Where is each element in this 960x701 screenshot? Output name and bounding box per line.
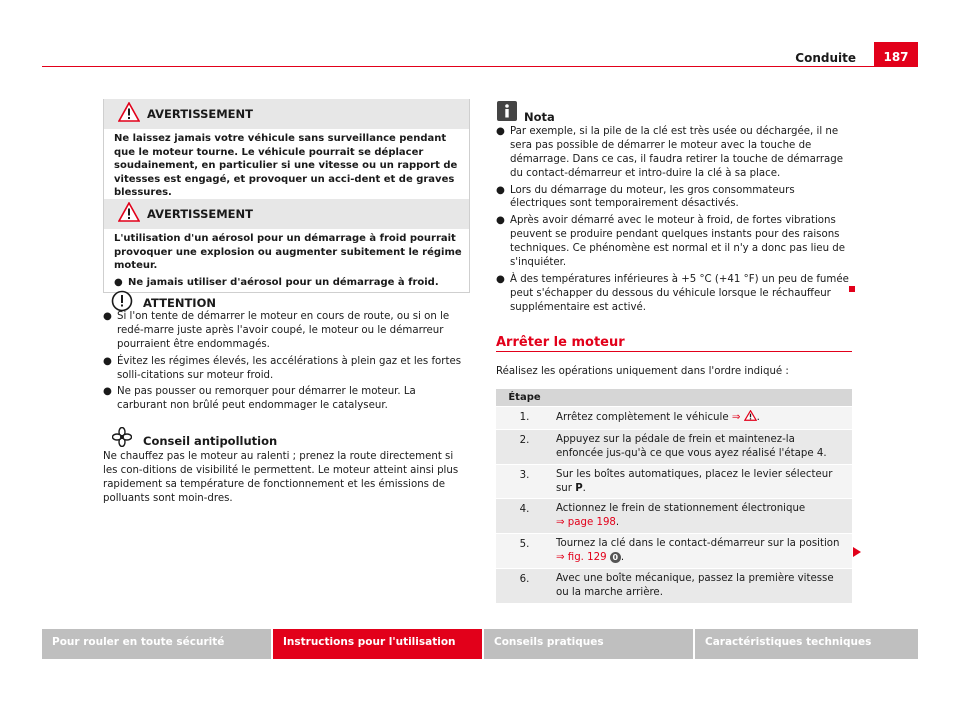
callout-badge: 0 <box>610 552 621 563</box>
column-header-step: Étape <box>508 392 541 403</box>
steps-table <box>496 389 852 603</box>
page-number: 187 <box>874 42 918 67</box>
eco-text: Ne chauffez pas le moteur au ralenti ; prenez la route directement si les con-ditions de visibilité le permettent. Le moteur atteint ainsi plus rapidement sa température de fonctionnement et les émissions de polluants sont moin-dres. <box>103 451 459 504</box>
section-heading: Arrêter le moteur <box>496 335 625 350</box>
footer-tab-caracteristiques[interactable]: Caractéristiques techniques <box>695 629 918 659</box>
section-rule <box>496 351 852 352</box>
cross-reference-link[interactable]: ⇒ <box>731 412 741 423</box>
warning-title: AVERTISSEMENT <box>147 107 254 121</box>
list-item: ● Par exemple, si la pile de la clé est très usée ou déchargée, il ne sera pas possible de démarrer le moteur avec la touche de démarrage. Dans ce cas, il faudra retirer la touche de démarrage du contact-démarreur et intro-duire la clé à sa place. <box>496 126 844 179</box>
warning-bullet: ● Ne jamais utiliser d'aérosol pour un démarrage à froid. <box>114 276 439 288</box>
end-marker-icon <box>849 286 855 292</box>
table-row: 1. Arrêtez complètement le véhicule ⇒ . <box>496 406 852 429</box>
page-reference-link[interactable]: ⇒ page 198 <box>556 517 616 529</box>
info-icon <box>497 101 517 121</box>
footer-tab-conseils[interactable]: Conseils pratiques <box>484 629 693 659</box>
attention-icon <box>111 290 133 312</box>
nota-list <box>496 125 852 317</box>
warning-text: Ne laissez jamais votre véhicule sans surveillance pendant que le moteur tourne. Le véhicule pourrait se déplacer soudainement, en particulier si une vitesse ou un rapport de vitesses est engagé, et provoquer un acci-dent et de graves blessures. <box>114 133 458 199</box>
header-rule <box>42 66 918 67</box>
list-item: ● Après avoir démarré avec le moteur à froid, de fortes vibrations peuvent se produire pendant quelques instants pour des raisons techniques. Ce phénomène est normal et il n'y a donc pas lieu de s'inquiéter. <box>496 215 845 268</box>
table-row: 3. Sur les boîtes automatiques, placez le levier sélecteur sur P. <box>496 464 852 499</box>
warning-triangle-icon <box>744 410 757 421</box>
warning-box-1 <box>103 99 470 207</box>
table-row: 4. Actionnez le frein de stationnement électronique ⇒ page 198. <box>496 498 852 533</box>
table-row: 2. Appuyez sur la pédale de frein et maintenez-la enfoncée jus-qu'à ce que vous ayez réalisé l'étape 4. <box>496 429 852 464</box>
warning-header <box>104 99 469 129</box>
list-item: ● Ne pas pousser ou remorquer pour démarrer le moteur. La carburant non brûlé peut endommager le catalyseur. <box>103 386 416 412</box>
table-row: 5. Tournez la clé dans le contact-démarreur sur la position ⇒ fig. 129 0 . <box>496 533 852 568</box>
nota-title: Nota <box>524 110 555 124</box>
list-item: ● Évitez les régimes élevés, les accélérations à plein gaz et les fortes solli-citations sur moteur froid. <box>103 355 462 381</box>
attention-title: ATTENTION <box>143 296 216 310</box>
table-row: 6. Avec une boîte mécanique, passez la première vitesse ou la marche arrière. <box>496 568 852 603</box>
attention-list <box>103 310 468 416</box>
list-item: ● À des températures inférieures à +5 °C (+41 °F) un peu de fumée peut s'échapper du dessous du véhicule lorsque le réchauffeur supplémentaire est activé. <box>496 273 849 313</box>
warning-box-2 <box>103 199 470 293</box>
list-item: ● Si l'on tente de démarrer le moteur en cours de route, ou si on le redé-marre juste après l'avoir coupé, le moteur ou le démarreur pourraient être endommagés. <box>103 311 450 350</box>
warning-title: AVERTISSEMENT <box>147 207 254 221</box>
warning-text: L'utilisation d'un aérosol pour un démarrage à froid pourrait provoquer une explosion ou augmenter subitement le régime moteur. <box>114 233 462 272</box>
warning-triangle-icon <box>118 202 140 222</box>
figure-reference-link[interactable]: ⇒ fig. 129 <box>556 552 607 563</box>
continue-arrow-icon <box>853 547 861 557</box>
section-title: Conduite <box>795 51 856 65</box>
warning-bullet-text: Ne jamais utiliser d'aérosol pour un démarrage à froid. <box>128 276 439 288</box>
warning-header <box>104 199 469 229</box>
section-intro: Réalisez les opérations uniquement dans l'ordre indiqué : <box>496 366 789 377</box>
flower-icon <box>112 427 132 447</box>
table-header <box>496 389 852 406</box>
warning-triangle-icon <box>118 102 140 122</box>
footer-tab-securite[interactable]: Pour rouler en toute sécurité <box>42 629 271 659</box>
eco-title: Conseil antipollution <box>143 434 278 448</box>
list-item: ● Lors du démarrage du moteur, les gros consommateurs électriques sont temporairement désactivés. <box>496 184 795 210</box>
footer-tab-instructions[interactable]: Instructions pour l'utilisation <box>273 629 482 659</box>
